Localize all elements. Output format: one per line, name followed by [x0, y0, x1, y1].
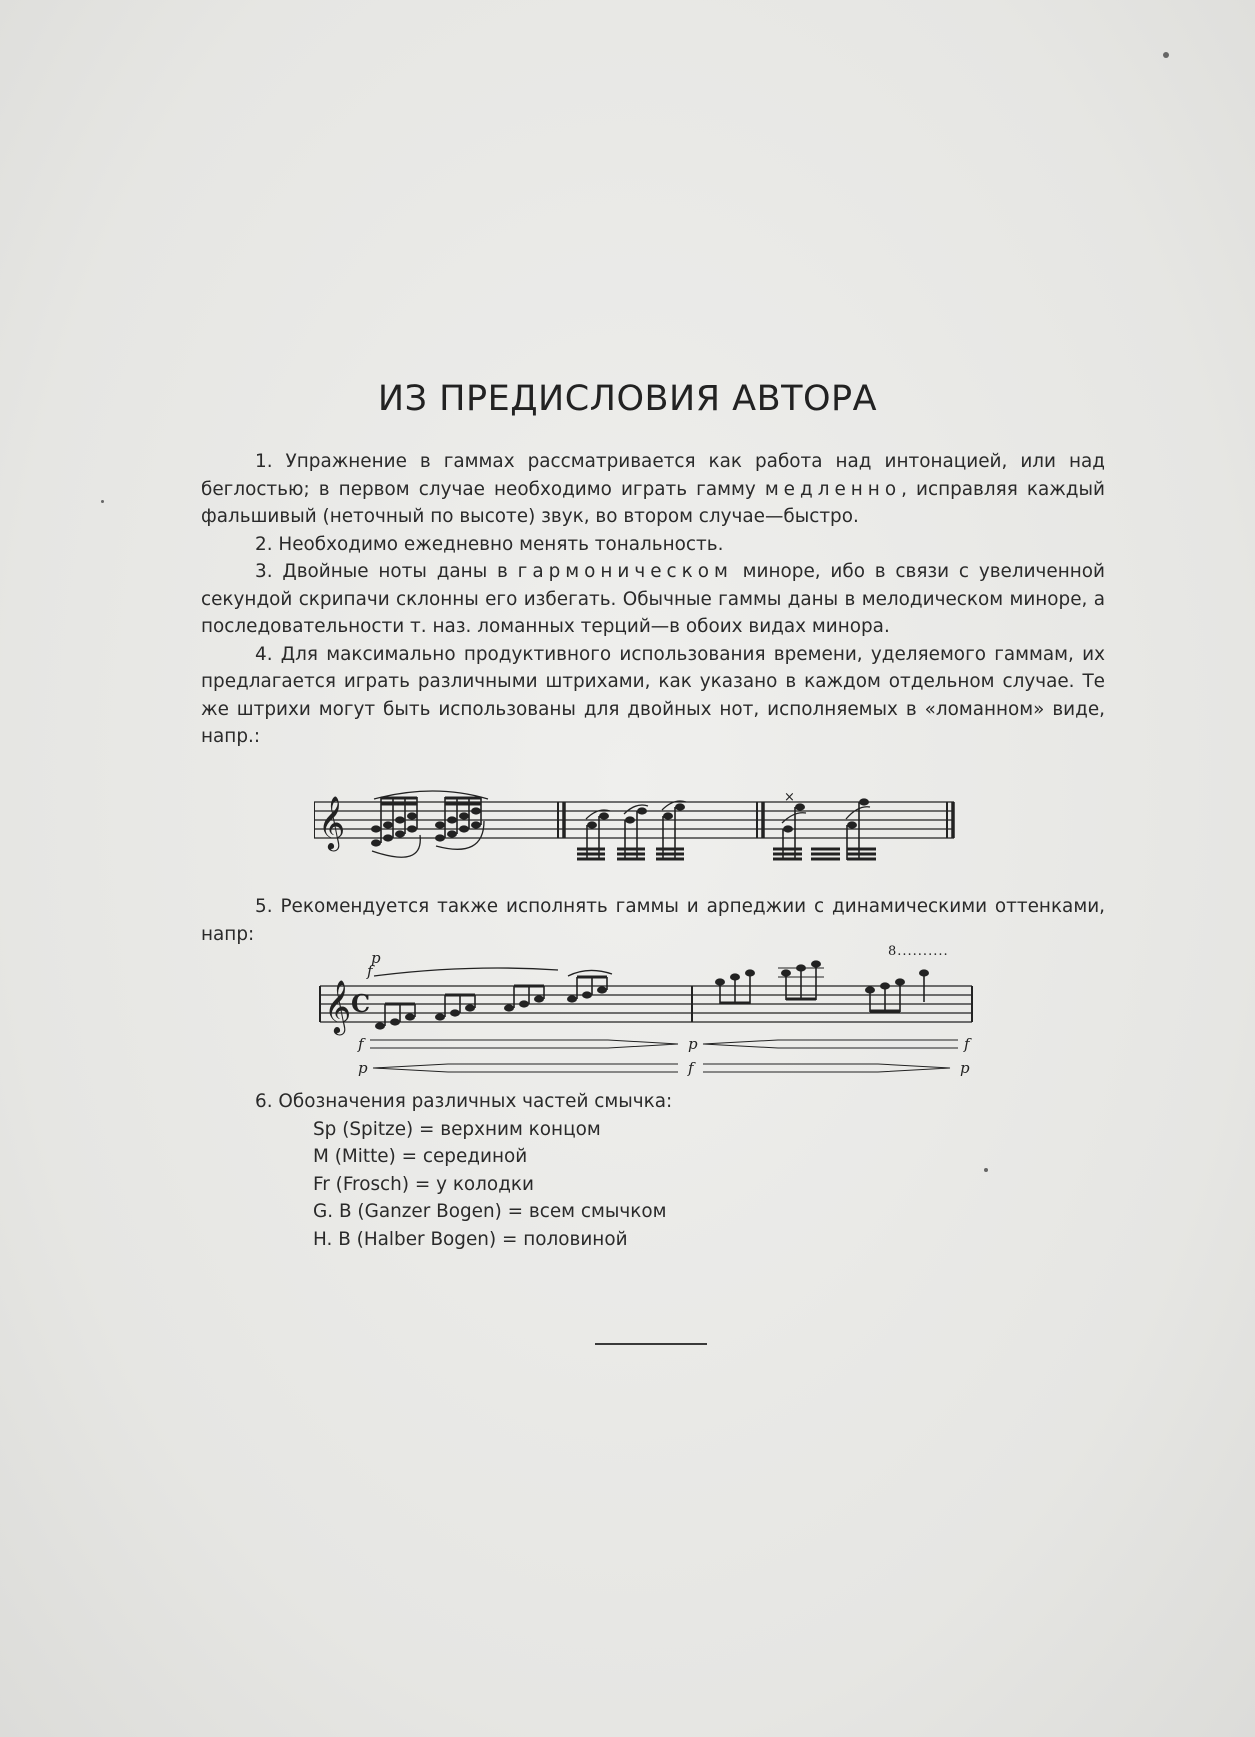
closing-rule — [595, 1343, 707, 1345]
paragraph-4: 4. Для максимально продуктивного использования времени, уделяемого гаммам, их предлагается играть различными штрихами, как указано в каждом отдельном случае. Те же штрихи могут быть использованы для двойных нот, исполняемых в «ломанном» виде, напр.: — [201, 643, 1105, 747]
beams-1 — [381, 798, 481, 804]
double-sharp-icon: × — [784, 790, 795, 805]
decrescendo-hairpin-2 — [703, 1064, 950, 1072]
treble-clef-icon: 𝄞 — [318, 795, 346, 849]
bowing-item-frosch: Fr (Frosch) = у колодки — [313, 1173, 534, 1195]
music-example-dynamics — [318, 942, 978, 1082]
bowing-heading: 6. Обозначения различных частей смычка: — [255, 1091, 673, 1112]
emphasis-harmonic: гармоническом — [517, 561, 733, 582]
bowing-legend — [255, 1088, 672, 1253]
paragraph-3: 3. Двойные ноты даны в гармоническом миноре, ибо в связи с увеличенной секундой скрипачи склонны его избегать. Обычные гаммы даны в мелодическом миноре, а последовательности т. наз. ломанных терций—в обоих видах минора. — [201, 561, 1105, 637]
treble-clef-icon: 𝄞 — [324, 979, 352, 1033]
notes-group-1 — [371, 807, 481, 846]
notes-group-2 — [587, 803, 685, 828]
dynamic-p-top: p — [371, 949, 381, 967]
common-time-icon: C — [351, 989, 371, 1018]
decrescendo-hairpin-1 — [370, 1040, 678, 1048]
page-title: ИЗ ПРЕДИСЛОВИЯ АВТОРА — [377, 379, 878, 420]
bowing-item-ganzer-bogen: G. B (Ganzer Bogen) = всем смычком — [313, 1201, 667, 1222]
music-example-broken-notes — [314, 785, 959, 875]
crescendo-hairpin-2 — [373, 1064, 678, 1072]
paragraph-1: 1. Упражнение в гаммах рассматривается как работа над интонацией, или над беглостью; в первом случае необходимо играть гамму медленно, исправляя каждый фальшивый (неточный по высоте) звук, во втором случае—быстро. — [201, 451, 1105, 527]
emphasis-slowly: медленно — [764, 478, 902, 500]
bowing-item-mitte: M (Mitte) = серединой — [313, 1146, 528, 1167]
print-speck — [1163, 52, 1169, 58]
notes-group-3 — [783, 798, 869, 832]
dynamic-row1-start: f — [358, 1035, 364, 1053]
preface-paragraph-5 — [201, 893, 1105, 948]
paragraph-5: 5. Рекомендуется также исполнять гаммы и арпеджии с динамическими оттенками, напр: — [201, 896, 1105, 945]
dynamic-row1-end: f — [964, 1035, 970, 1053]
paragraph-2: 2. Необходимо ежедневно менять тональность. — [255, 533, 724, 555]
bowing-list — [313, 1116, 672, 1254]
dynamic-row2-start: p — [358, 1059, 368, 1077]
dynamic-row2-mid: f — [688, 1059, 694, 1077]
bowing-item-halber-bogen: H. B (Halber Bogen) = половиной — [313, 1228, 628, 1250]
print-speck — [984, 1168, 988, 1172]
beams-measure-2 — [720, 999, 900, 1011]
dynamic-row1-mid: p — [688, 1035, 698, 1053]
bowing-item-spitze: Sp (Spitze) = верхним концом — [313, 1118, 601, 1140]
beams-3 — [773, 849, 876, 859]
dynamic-row2-end: p — [960, 1059, 970, 1077]
crescendo-hairpin-1 — [703, 1040, 958, 1048]
beams-2 — [577, 849, 684, 859]
notes-measure-1 — [375, 986, 607, 1029]
preface-paragraphs-top — [201, 448, 1105, 751]
print-speck — [101, 500, 104, 503]
dynamic-f-top: f — [367, 962, 373, 980]
octave-mark: 8.......... — [888, 944, 949, 959]
